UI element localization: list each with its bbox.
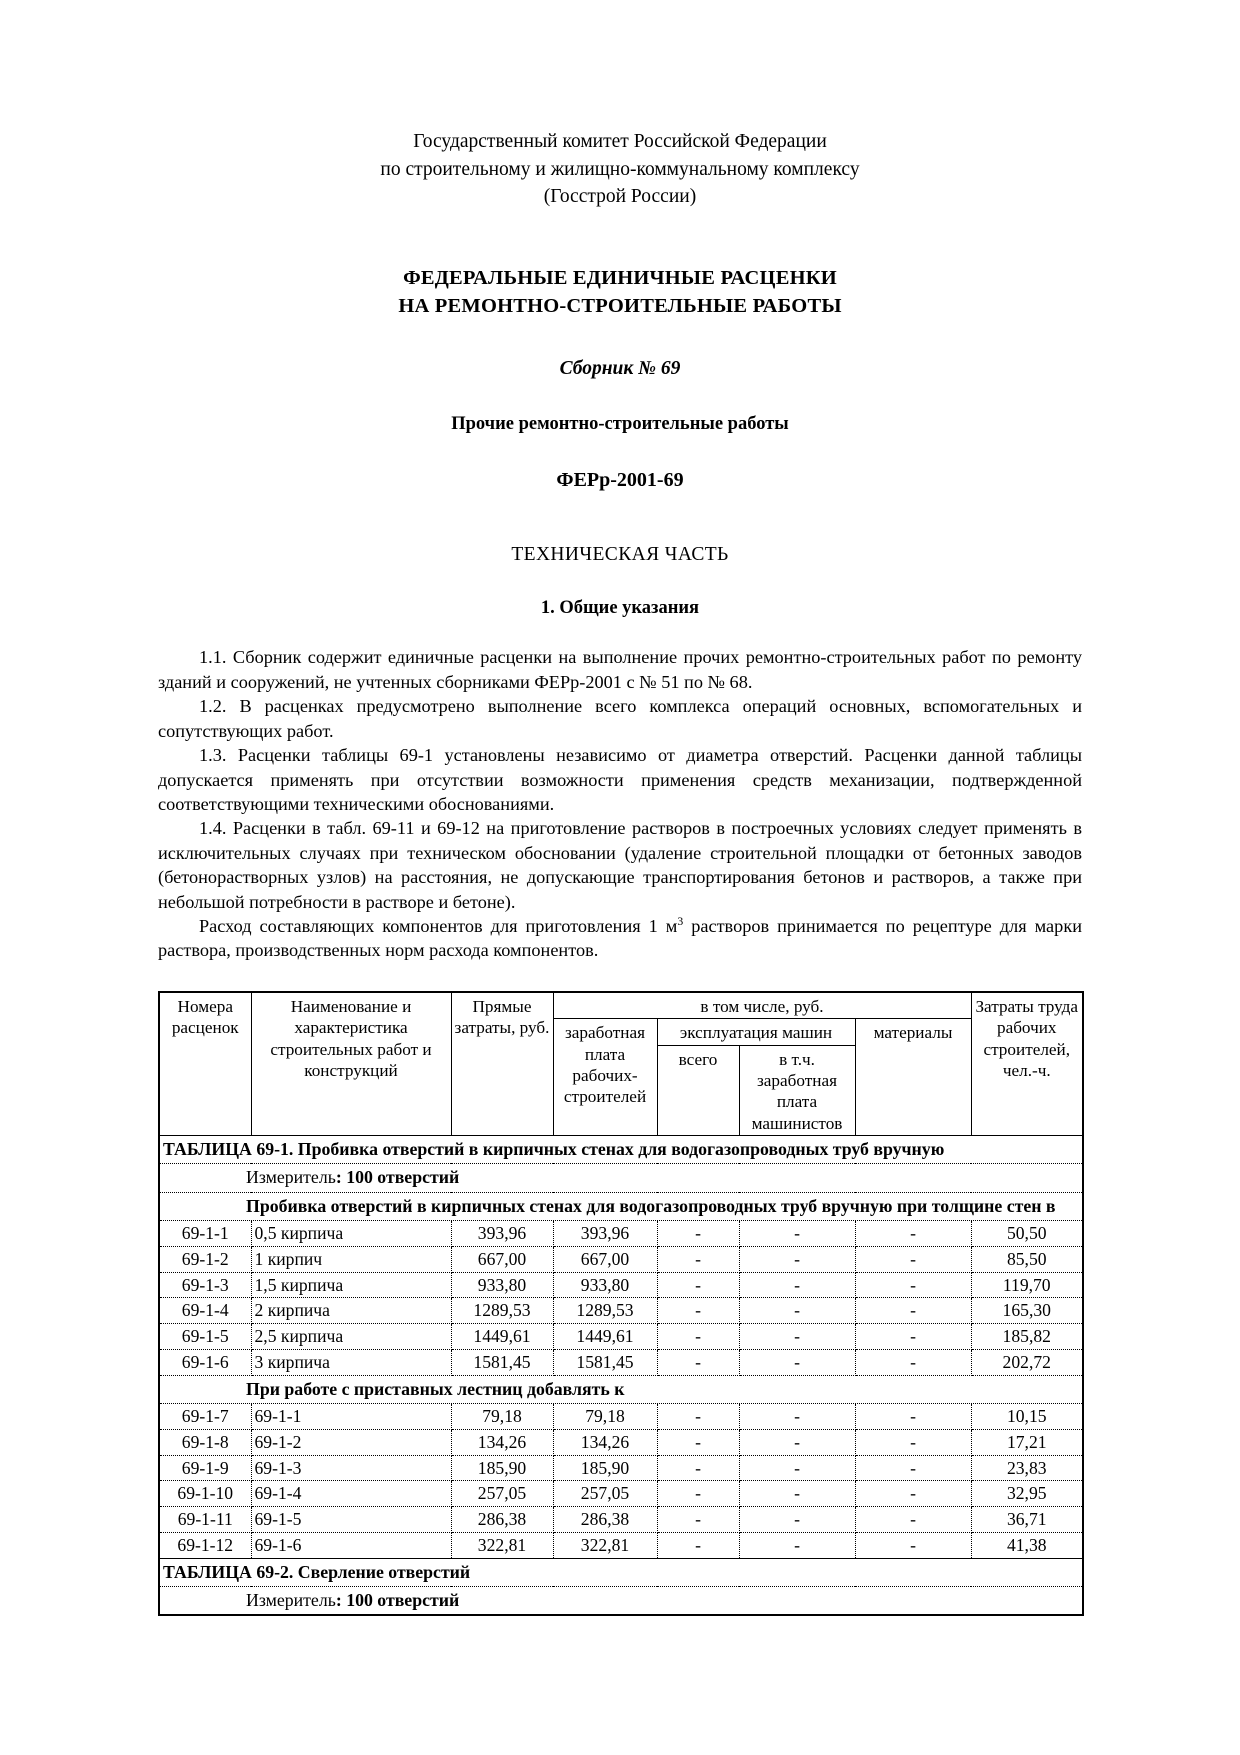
- table-row: [159, 1221, 1083, 1247]
- issuer-line-2: по строительному и жилищно-коммунальному комплексу: [380, 158, 860, 180]
- document-title: [158, 265, 1082, 320]
- cell-labor-costs: 85,50: [971, 1246, 1083, 1272]
- cell-rate-number: 69-1-8: [159, 1429, 251, 1455]
- cell-materials: -: [855, 1481, 971, 1507]
- cell-work-name: 69-1-5: [251, 1507, 451, 1533]
- cell-machinist-wage: -: [739, 1455, 855, 1481]
- table-69-1-title-row: [159, 1135, 1083, 1163]
- rates-table-body: [159, 1135, 1083, 1615]
- cell-materials: -: [855, 1221, 971, 1247]
- cell-direct-costs: 286,38: [451, 1507, 553, 1533]
- table-69-2-meter-row: [159, 1586, 1083, 1615]
- table-row: [159, 1349, 1083, 1375]
- cell-materials: -: [855, 1324, 971, 1350]
- cell-rate-number: 69-1-12: [159, 1532, 251, 1558]
- cell-work-name: 69-1-4: [251, 1481, 451, 1507]
- cell-labor-costs: 41,38: [971, 1532, 1083, 1558]
- cell-workers-wage: 393,96: [553, 1221, 657, 1247]
- cell-workers-wage: 1449,61: [553, 1324, 657, 1350]
- cell-direct-costs: 933,80: [451, 1272, 553, 1298]
- collection-subject: Прочие ремонтно-строительные работы: [451, 414, 789, 435]
- cell-workers-wage: 257,05: [553, 1481, 657, 1507]
- table-row: [159, 1481, 1083, 1507]
- general-instructions-body: [158, 645, 1082, 962]
- paragraph-1-5: [158, 914, 1082, 963]
- cell-labor-costs: 32,95: [971, 1481, 1083, 1507]
- cell-rate-number: 69-1-3: [159, 1272, 251, 1298]
- table-69-1-meter: [159, 1164, 1083, 1192]
- collection-number: Сборник № 69: [559, 358, 681, 380]
- cell-direct-costs: 667,00: [451, 1246, 553, 1272]
- cell-work-name: 1 кирпич: [251, 1246, 451, 1272]
- issuer-line-3: (Госстрой России): [543, 186, 697, 208]
- th-work-name: Наименование и характеристика строительных работ и конструкций: [251, 992, 451, 1135]
- cell-materials: -: [855, 1298, 971, 1324]
- paragraph-1-2: 1.2. В расценках предусмотрено выполнение всего комплекса операций основных, вспомогательных и сопутствующих работ.: [158, 696, 1082, 741]
- cell-machine-total: -: [657, 1455, 739, 1481]
- table-row: [159, 1246, 1083, 1272]
- meter-label: Измеритель: [246, 1167, 336, 1188]
- issuer-line-1: Государственный комитет Российской Федерации: [413, 131, 827, 152]
- cell-machinist-wage: -: [739, 1324, 855, 1350]
- cell-work-name: 3 кирпича: [251, 1349, 451, 1375]
- table-row: [159, 1404, 1083, 1430]
- paragraph-1-1: 1.1. Сборник содержит единичные расценки на выполнение прочих ремонтно-строительных работ по ремонту зданий и сооружений, не учтенных сборниками ФЕРр-2001 с № 51 по № 68.: [158, 647, 1082, 692]
- table-69-2-title: ТАБЛИЦА 69-2. Сверление отверстий: [159, 1558, 1083, 1586]
- cell-machine-total: -: [657, 1349, 739, 1375]
- technical-part-heading: ТЕХНИЧЕСКАЯ ЧАСТЬ: [511, 544, 729, 566]
- document-title-line-1: ФЕДЕРАЛЬНЫЕ ЕДИНИЧНЫЕ РАСЦЕНКИ: [403, 267, 837, 290]
- cell-rate-number: 69-1-11: [159, 1507, 251, 1533]
- cell-materials: -: [855, 1404, 971, 1430]
- table-row: [159, 1532, 1083, 1558]
- cell-rate-number: 69-1-6: [159, 1349, 251, 1375]
- cell-materials: -: [855, 1532, 971, 1558]
- cell-direct-costs: 185,90: [451, 1455, 553, 1481]
- table-69-1-subheading-2: При работе с приставных лестниц добавлять к: [159, 1375, 1083, 1403]
- cell-labor-costs: 23,83: [971, 1455, 1083, 1481]
- meter-colon: :: [335, 1589, 347, 1610]
- cell-workers-wage: 1581,45: [553, 1349, 657, 1375]
- cell-machine-total: -: [657, 1404, 739, 1430]
- cell-machine-total: -: [657, 1298, 739, 1324]
- cell-labor-costs: 185,82: [971, 1324, 1083, 1350]
- cell-work-name: 69-1-6: [251, 1532, 451, 1558]
- cell-rate-number: 69-1-4: [159, 1298, 251, 1324]
- table-69-2-title-row: [159, 1558, 1083, 1586]
- issuing-authority: [158, 128, 1082, 211]
- th-direct-costs: Прямые затраты, руб.: [451, 992, 553, 1135]
- cell-work-name: 69-1-1: [251, 1404, 451, 1430]
- cell-work-name: 69-1-3: [251, 1455, 451, 1481]
- cell-materials: -: [855, 1272, 971, 1298]
- cell-machinist-wage: -: [739, 1349, 855, 1375]
- th-machinist-wage: в т.ч. заработная плата машинистов: [739, 1045, 855, 1135]
- th-labor-costs: Затраты труда рабочих строителей, чел.-ч.: [971, 992, 1083, 1135]
- cell-machine-total: -: [657, 1246, 739, 1272]
- cell-materials: -: [855, 1349, 971, 1375]
- cell-direct-costs: 1449,61: [451, 1324, 553, 1350]
- th-machine-operation: эксплуатация машин: [657, 1019, 855, 1045]
- table-row: [159, 1429, 1083, 1455]
- cell-rate-number: 69-1-5: [159, 1324, 251, 1350]
- meter-value: 100 отверстий: [346, 1167, 460, 1188]
- cell-machinist-wage: -: [739, 1298, 855, 1324]
- cell-workers-wage: 134,26: [553, 1429, 657, 1455]
- cell-workers-wage: 286,38: [553, 1507, 657, 1533]
- th-rate-numbers: Номера расценок: [159, 992, 251, 1135]
- paragraph-1-5-text-b: растворов принимается по рецептуре для марки раствора, производственных норм расхода компонентов.: [158, 916, 1082, 961]
- cell-labor-costs: 36,71: [971, 1507, 1083, 1533]
- cell-materials: -: [855, 1455, 971, 1481]
- cell-machine-total: -: [657, 1221, 739, 1247]
- meter-colon: :: [335, 1167, 347, 1188]
- cell-workers-wage: 933,80: [553, 1272, 657, 1298]
- rates-table-header: [159, 992, 1083, 1135]
- cell-direct-costs: 1581,45: [451, 1349, 553, 1375]
- cell-rate-number: 69-1-7: [159, 1404, 251, 1430]
- cell-machinist-wage: -: [739, 1532, 855, 1558]
- cell-work-name: 0,5 кирпича: [251, 1221, 451, 1247]
- meter-label: Измеритель: [246, 1589, 336, 1610]
- cell-work-name: 69-1-2: [251, 1429, 451, 1455]
- cell-workers-wage: 322,81: [553, 1532, 657, 1558]
- cell-labor-costs: 202,72: [971, 1349, 1083, 1375]
- table-69-1-title: ТАБЛИЦА 69-1. Пробивка отверстий в кирпичных стенах для водогазопроводных труб вручную: [159, 1135, 1083, 1163]
- cell-machinist-wage: -: [739, 1221, 855, 1247]
- cell-machinist-wage: -: [739, 1272, 855, 1298]
- cell-direct-costs: 134,26: [451, 1429, 553, 1455]
- cell-machinist-wage: -: [739, 1507, 855, 1533]
- cell-machine-total: -: [657, 1272, 739, 1298]
- cell-labor-costs: 165,30: [971, 1298, 1083, 1324]
- cell-direct-costs: 257,05: [451, 1481, 553, 1507]
- cell-labor-costs: 17,21: [971, 1429, 1083, 1455]
- cell-work-name: 2 кирпича: [251, 1298, 451, 1324]
- paragraph-1-4: 1.4. Расценки в табл. 69-11 и 69-12 на приготовление растворов в построечных условиях следует применять в исключительных случаях при техническом обосновании (удаление строительной площадки от бетонных заводов (бетонорастворных узлов) на расстояния, не допускающие транспортирования бетонов и растворов, а также при небольшой потребности в растворе и бетоне).: [158, 818, 1082, 912]
- cell-machine-total: -: [657, 1324, 739, 1350]
- table-row: [159, 1272, 1083, 1298]
- cell-work-name: 1,5 кирпича: [251, 1272, 451, 1298]
- cell-workers-wage: 79,18: [553, 1404, 657, 1430]
- rates-table: [158, 991, 1084, 1617]
- cell-workers-wage: 667,00: [553, 1246, 657, 1272]
- cell-machine-total: -: [657, 1429, 739, 1455]
- cell-direct-costs: 322,81: [451, 1532, 553, 1558]
- cell-workers-wage: 1289,53: [553, 1298, 657, 1324]
- table-69-1-subheading-1: Пробивка отверстий в кирпичных стенах для водогазопроводных труб вручную при толщине стен в: [159, 1192, 1083, 1220]
- th-materials: материалы: [855, 1019, 971, 1136]
- table-row: [159, 1298, 1083, 1324]
- cell-machine-total: -: [657, 1481, 739, 1507]
- table-row: [159, 1507, 1083, 1533]
- th-machine-total: всего: [657, 1045, 739, 1135]
- cubic-meter-exponent: 3: [677, 914, 684, 928]
- cell-labor-costs: 119,70: [971, 1272, 1083, 1298]
- cell-labor-costs: 50,50: [971, 1221, 1083, 1247]
- cell-rate-number: 69-1-10: [159, 1481, 251, 1507]
- paragraph-1-3: 1.3. Расценки таблицы 69-1 установлены независимо от диаметра отверстий. Расценки данной таблицы допускается применять при отсутствии возможности применения средств механизации, подтвержденной соответствующими техническими обоснованиями.: [158, 745, 1082, 814]
- cell-machine-total: -: [657, 1507, 739, 1533]
- cell-direct-costs: 393,96: [451, 1221, 553, 1247]
- cell-work-name: 2,5 кирпича: [251, 1324, 451, 1350]
- cell-materials: -: [855, 1429, 971, 1455]
- meter-value: 100 отверстий: [346, 1589, 460, 1610]
- cell-machinist-wage: -: [739, 1429, 855, 1455]
- header-row-1: [159, 992, 1083, 1019]
- cell-direct-costs: 79,18: [451, 1404, 553, 1430]
- th-including-group: в том числе, руб.: [553, 992, 971, 1019]
- th-workers-wage: заработная плата рабочих-строителей: [553, 1019, 657, 1136]
- section-heading-general: 1. Общие указания: [540, 598, 700, 619]
- cell-rate-number: 69-1-1: [159, 1221, 251, 1247]
- cell-direct-costs: 1289,53: [451, 1298, 553, 1324]
- cell-materials: -: [855, 1246, 971, 1272]
- cell-workers-wage: 185,90: [553, 1455, 657, 1481]
- table-row: [159, 1324, 1083, 1350]
- table-row: [159, 1455, 1083, 1481]
- cell-rate-number: 69-1-2: [159, 1246, 251, 1272]
- cell-labor-costs: 10,15: [971, 1404, 1083, 1430]
- cell-machinist-wage: -: [739, 1481, 855, 1507]
- document-title-line-2: НА РЕМОНТНО-СТРОИТЕЛЬНЫЕ РАБОТЫ: [398, 294, 842, 317]
- table-69-1-meter-row: [159, 1164, 1083, 1192]
- document-code: ФЕРр-2001-69: [556, 469, 684, 492]
- paragraph-1-5-text-a: Расход составляющих компонентов для приготовления 1 м: [199, 916, 678, 937]
- table-69-2-meter: [159, 1586, 1083, 1615]
- table-69-1-subheading-1-row: [159, 1192, 1083, 1220]
- cell-machine-total: -: [657, 1532, 739, 1558]
- cell-materials: -: [855, 1507, 971, 1533]
- cell-machinist-wage: -: [739, 1404, 855, 1430]
- table-69-1-subheading-2-row: [159, 1375, 1083, 1403]
- cell-rate-number: 69-1-9: [159, 1455, 251, 1481]
- cell-machinist-wage: -: [739, 1246, 855, 1272]
